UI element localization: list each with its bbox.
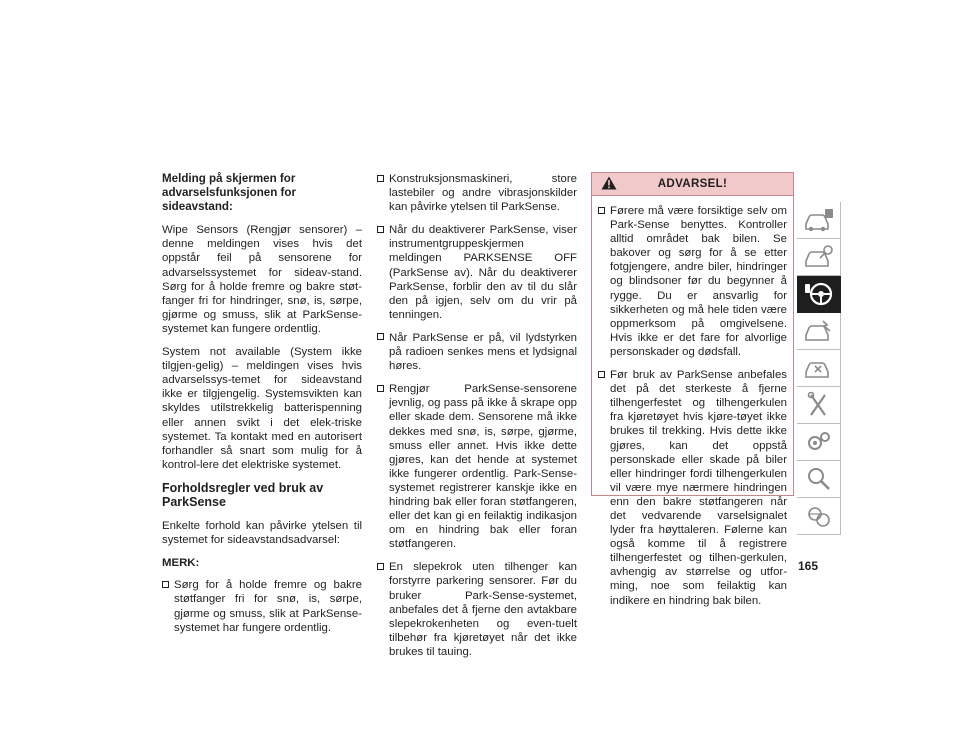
bullet-box-icon: [377, 563, 384, 570]
car-tools-icon: [803, 354, 835, 382]
note-bullet-list: [162, 578, 362, 634]
steering-wheel-icon: [803, 280, 835, 308]
tab-specs[interactable]: [797, 424, 841, 461]
tab-car-tools[interactable]: [797, 350, 841, 387]
bullet-text: Før bruk av ParkSense anbefales det på det sterkeste å fjerne tilhengerfestet og tilhengerkulen fra kjøretøyet hvis kjøre-tøyet ikke brukes til trekking. Hvis dette ikke gjøres, kan det oppstå personskade eller skade på biler eller hindringer fordi tilhengerkulen vil være mye nærmere hindringen enn den bakre støtfangeren når det vedvarende varselsignalet lyder fra høyttaleren. Følerne kan også komme til å registrere tilhengerfestet og tilhen-gerkulen, avhengig av størrelse og utfor-ming, noe som feilaktig kan indikere en hindring bak bilen.: [610, 369, 787, 607]
middle-column: [377, 172, 577, 668]
car-crash-icon: [803, 317, 835, 345]
magnifier-icon: [803, 465, 835, 493]
list-item: [377, 172, 577, 214]
car-key-icon: [803, 243, 835, 271]
section-title: Forholdsregler ved bruk av ParkSense: [162, 480, 324, 509]
warning-header: [592, 173, 793, 196]
bullet-box-icon: [377, 226, 384, 233]
page-number: 165: [798, 559, 819, 573]
gears-icon: [803, 428, 835, 456]
warning-bullet-list: [598, 204, 787, 608]
car-info-icon: [803, 206, 835, 234]
list-item: [377, 382, 577, 551]
bullet-box-icon: [598, 207, 605, 214]
tab-steering[interactable]: [797, 276, 841, 313]
tab-index[interactable]: [797, 461, 841, 498]
list-item: [377, 223, 577, 322]
bullet-box-icon: [377, 385, 384, 392]
bullet-box-icon: [377, 175, 384, 182]
bullet-box-icon: [162, 581, 169, 588]
wipe-sensors-paragraph: Wipe Sensors (Rengjør sensorer) – denne meldingen vises hvis det oppstår feil på sensorene for advarselssystemet for sideav-stand. Sørg for å holde fremre og bakre støt-fanger fri for hindringer, snø, is, sørpe, gjørme og smuss, slik at ParkSense-systemet kan fungere ordentlig.: [162, 224, 362, 335]
list-item: [377, 560, 577, 659]
conditions-bullet-list: [377, 172, 577, 659]
left-column: [162, 172, 362, 644]
bullet-text: Rengjør ParkSense-sensorene jevnlig, og pass på ikke å skrape opp eller skade dem. Sensorene må ikke dekkes med snø, is, sørpe, gjørme, smuss eller annet. Hvis ikke dette gjøres, kan det hende at systemet ikke fungerer ordentlig. Park-Sense-systemet registrerer kanskje ikke en hindring bak eller foran støtfangeren, eller det kan gi en feilaktig indikasjon om en hindring bak eller foran støtfangeren.: [389, 383, 577, 551]
bullet-text: Sørg for å holde fremre og bakre støtfanger fri for snø, is, sørpe, gjørme og smuss, slik at ParkSense-systemet har fungere ordentlig.: [174, 579, 362, 634]
bullet-text: Konstruksjonsmaskineri, store lastebiler og andre vibrasjonskilder kan påvirke ytelsen til ParkSense.: [389, 173, 577, 214]
bullet-text: Når ParkSense er på, vil lydstyrken på radioen senkes mens et lydsignal høres.: [389, 331, 577, 373]
bullet-box-icon: [377, 333, 384, 340]
tab-language[interactable]: [797, 498, 841, 535]
language-icon: [803, 502, 835, 530]
tab-service[interactable]: [797, 387, 841, 424]
warning-body: [598, 204, 787, 617]
wrench-screwdriver-icon: [803, 391, 835, 419]
warning-box: [591, 172, 794, 607]
bullet-text: Førere må være forsiktige selv om Park-Sense benyttes. Kontroller alltid området bak bilen. Se bakover og sørg for å se etter fotgjengere, andre biler, hindringer og blindsoner før du begynner å rygge. Du er ansvarlig for sikkerheten og må hele tiden være oppmerksom på omgivelsene. Hvis ikke er det fare for alvorlige personskader og dødsfall.: [610, 205, 787, 358]
list-item: [598, 368, 787, 608]
bullet-text: Når du deaktiverer ParkSense, viser instrumentgruppeskjermen meldingen PARKSENSE OFF (ParkSense av). Når du deaktiverer ParkSense, forblir den av til du slår den på igjen, selv om du vrir på tenningen.: [389, 224, 577, 321]
system-not-available-paragraph: System not available (System ikke tilgjen-gelig) – meldingen vises hvis advarselssys-temet for sideavstand ikke er tilgjengelig. Systemsvikten kan skyldes utilstrekkelig batterispenning eller annen svikt i det elek-triske systemet. Ta kontakt med en autorisert forhandler så snart som mulig for å kontrol-lere det elektriske systemet.: [162, 346, 362, 471]
side-distance-message-heading: Melding på skjermen for advarselsfunksjonen for sideavstand:: [162, 172, 297, 214]
list-item: [377, 331, 577, 373]
list-item: [598, 204, 787, 359]
bullet-box-icon: [598, 371, 605, 378]
tab-car-key[interactable]: [797, 239, 841, 276]
tab-car-crash[interactable]: [797, 313, 841, 350]
conditions-paragraph: Enkelte forhold kan påvirke ytelsen til systemet for sideavstandsadvarsel:: [162, 520, 362, 547]
bullet-text: En slepekrok uten tilhenger kan forstyrre parkering sensorer. Før du bruker Park-Sense-systemet, anbefales det å fjerne den avtakbare slepekrokenheten og even-tuelt tilbehør fra kjøretøyet når det ikke brukes til tauing.: [389, 561, 577, 658]
note-label: MERK:: [162, 557, 200, 570]
tab-car-info[interactable]: [797, 202, 841, 239]
warning-title: ADVARSEL!: [657, 177, 728, 190]
list-item: [162, 578, 362, 634]
